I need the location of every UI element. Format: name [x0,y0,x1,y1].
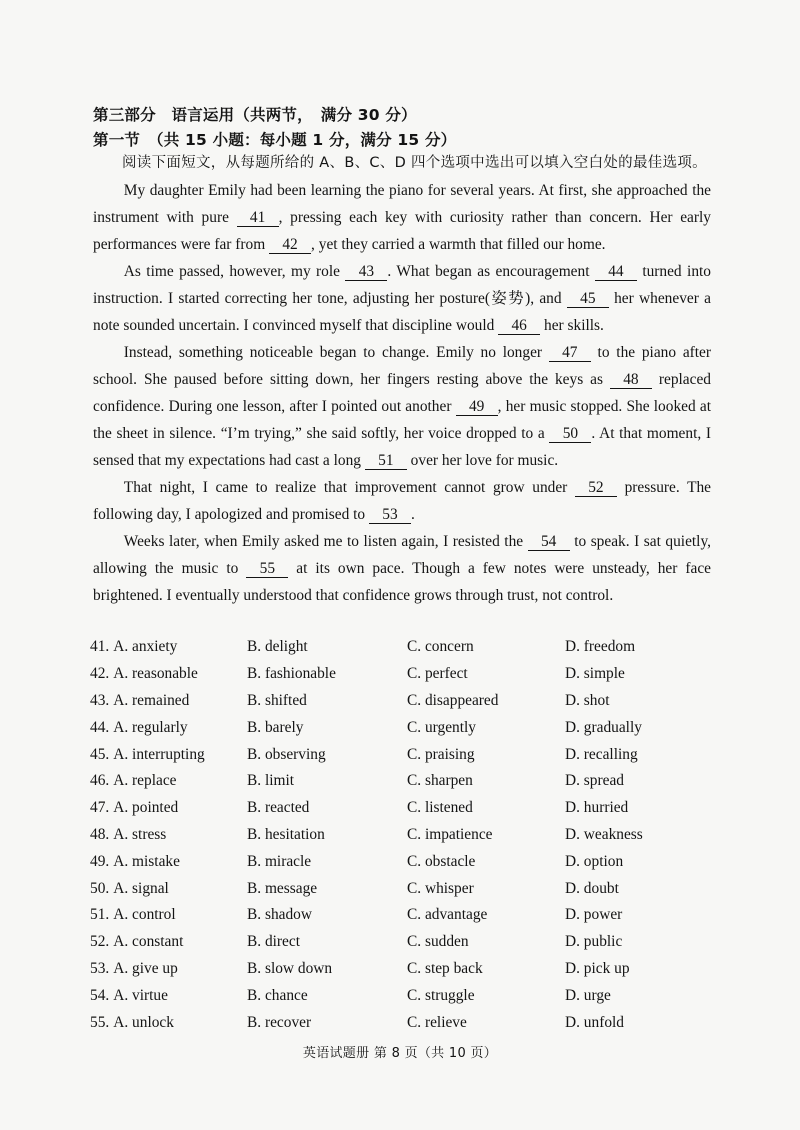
passage-text: her whenever a note sounded uncertain. I convinced myself that discipline would [93,290,711,334]
options-list [90,634,710,1036]
option-b: B. message [247,879,318,897]
passage-paragraph [93,474,711,528]
option-c: C. sharpen [407,772,473,790]
option-c: C. concern [407,638,474,656]
question-number: 49. [90,852,110,870]
option-a [90,665,247,683]
passage-paragraph [93,258,711,339]
question-number: 45. [90,745,110,763]
option-row [90,822,710,849]
question-number: 51. [90,906,110,924]
option-c: C. praising [407,745,475,763]
section-subtitle: 第一节 （共 15 小题：每小题 1 分，满分 15 分） [93,131,457,149]
option-d: D. hurried [565,799,629,817]
option-a [90,987,247,1005]
option-row [90,956,710,983]
passage-paragraph [93,177,711,258]
passage-paragraph [93,528,711,609]
option-a-text: A. give up [113,959,178,977]
blank-44: 44 [595,263,637,281]
option-a-text: A. anxiety [113,638,178,656]
option-a-text: A. control [113,906,176,924]
question-number: 47. [90,799,110,817]
passage-text: . At that moment, I sensed that my expectations had cast a long [93,425,712,469]
passage-text: turned into instruction. I started correcting her tone, adjusting her posture(姿势), and [93,263,711,307]
option-a [90,746,247,764]
option-a-text: A. constant [113,933,184,951]
passage-text: , pressing each key with curiosity rather than concern. Her early performances were far from [93,209,711,253]
passage-text: , yet they carried a warmth that filled our home. [311,236,606,253]
option-d: D. power [565,906,623,924]
option-a-text: A. reasonable [113,665,198,683]
option-d: D. weakness [565,825,643,843]
option-row [90,902,710,929]
option-row [90,1009,710,1036]
option-b: B. shadow [247,906,312,924]
option-a [90,826,247,844]
option-row [90,634,710,661]
option-d: D. pick up [565,959,630,977]
option-b: B. barely [247,718,304,736]
passage-text: , her music stopped. She looked at the sheet in silence. “I’m trying,” she said softly, her voice dropped to a [93,398,711,442]
blank-50: 50 [549,425,591,443]
option-a-text: A. pointed [113,799,179,817]
passage-text: That night, I came to realize that improvement cannot grow under [123,479,575,496]
option-d: D. shot [565,691,610,709]
option-a-text: A. unlock [113,1013,174,1031]
option-a [90,933,247,951]
passage-text: to speak. I sat quietly, allowing the music to [93,533,711,577]
passage-text: her skills. [540,317,604,334]
option-b: B. miracle [247,852,312,870]
blank-46: 46 [498,317,540,335]
instruction: 阅读下面短文，从每题所给的 A、B、C、D 四个选项中选出可以填入空白处的最佳选项。 [122,155,707,171]
option-a [90,772,247,790]
option-d: D. option [565,852,624,870]
option-row [90,714,710,741]
option-b: B. recover [247,1013,312,1031]
option-a-text: A. stress [113,825,167,843]
option-a-text: A. remained [113,691,190,709]
option-row [90,795,710,822]
option-d: D. spread [565,772,624,790]
question-number: 43. [90,691,110,709]
blank-53: 53 [369,506,411,524]
section-title: 第三部分 语言运用（共两节， 满分 30 分） [93,106,417,124]
option-c: C. urgently [407,718,476,736]
option-a [90,799,247,817]
option-a [90,960,247,978]
option-c: C. impatience [407,825,493,843]
option-d: D. doubt [565,879,619,897]
option-a-text: A. replace [113,772,177,790]
option-a-text: A. interrupting [113,745,205,763]
option-d: D. unfold [565,1013,624,1031]
option-c: C. perfect [407,665,468,683]
option-row [90,929,710,956]
passage-paragraph [93,339,711,474]
blank-43: 43 [345,263,387,281]
question-number: 55. [90,1013,110,1031]
blank-52: 52 [575,479,617,497]
question-number: 53. [90,959,110,977]
option-b: B. observing [247,745,326,763]
blank-54: 54 [528,533,570,551]
option-c: C. disappeared [407,691,499,709]
question-number: 44. [90,718,110,736]
option-c: C. step back [407,959,483,977]
option-b: B. delight [247,638,308,656]
option-c: C. listened [407,799,473,817]
option-b: B. shifted [247,691,307,709]
question-number: 52. [90,933,110,951]
passage-text: pressure. The following day, I apologized and promised to [93,479,711,523]
option-d: D. gradually [565,718,642,736]
option-b: B. limit [247,772,295,790]
option-a [90,638,247,656]
option-b: B. chance [247,986,308,1004]
option-b: B. slow down [247,959,333,977]
option-row [90,688,710,715]
passage-text: to the piano after school. She paused before sitting down, her fingers resting above the keys as [93,344,712,388]
option-a [90,853,247,871]
option-c: C. sudden [407,933,469,951]
option-c: C. struggle [407,986,475,1004]
passage-body [93,177,711,609]
option-c: C. obstacle [407,852,476,870]
passage-text: at its own pace. Though a few notes were unsteady, her face brightened. I eventually understood that confidence grows through trust, not control. [93,560,711,604]
option-b: B. fashionable [247,665,336,683]
option-c: C. relieve [407,1013,467,1031]
option-d: D. simple [565,665,625,683]
option-d: D. urge [565,986,611,1004]
question-number: 42. [90,665,110,683]
option-d: D. public [565,933,623,951]
question-number: 54. [90,986,110,1004]
blank-45: 45 [567,290,609,308]
option-b: B. direct [247,933,300,951]
blank-42: 42 [269,236,311,254]
passage-text: My daughter Emily had been learning the piano for several years. At first, she approached the instrument with pure [93,182,711,226]
option-a [90,692,247,710]
blank-41: 41 [237,209,279,227]
blank-55: 55 [246,560,288,578]
option-d: D. freedom [565,638,636,656]
option-c: C. advantage [407,906,488,924]
question-number: 48. [90,825,110,843]
option-row [90,875,710,902]
option-row [90,661,710,688]
option-row [90,768,710,795]
passage-text: As time passed, however, my role [123,263,346,280]
passage-text: over her love for music. [406,452,559,469]
blank-49: 49 [456,398,498,416]
blank-48: 48 [610,371,652,389]
question-number: 41. [90,638,110,656]
passage-text: . What began as encouragement [387,263,595,280]
passage-text: replaced confidence. During one lesson, after I pointed out another [93,371,711,415]
option-row [90,982,710,1009]
option-d: D. recalling [565,745,638,763]
option-a-text: A. regularly [113,718,188,736]
passage-text: Instead, something noticeable began to change. Emily no longer [123,344,549,361]
option-a-text: A. signal [113,879,169,897]
blank-47: 47 [549,344,591,362]
option-a [90,719,247,737]
passage-text: . [410,506,415,523]
blank-51: 51 [365,452,407,470]
option-b: B. reacted [247,799,310,817]
passage [93,150,711,609]
option-a [90,880,247,898]
option-a [90,1014,247,1032]
option-a-text: A. mistake [113,852,180,870]
option-row [90,848,710,875]
option-a [90,906,247,924]
question-number: 50. [90,879,110,897]
option-c: C. whisper [407,879,474,897]
passage-text: Weeks later, when Emily asked me to listen again, I resisted the [123,533,528,550]
option-a-text: A. virtue [113,986,168,1004]
page-footer: 英语试题册 第 8 页（共 10 页） [302,1046,498,1061]
option-row [90,741,710,768]
option-b: B. hesitation [247,825,325,843]
question-number: 46. [90,772,110,790]
